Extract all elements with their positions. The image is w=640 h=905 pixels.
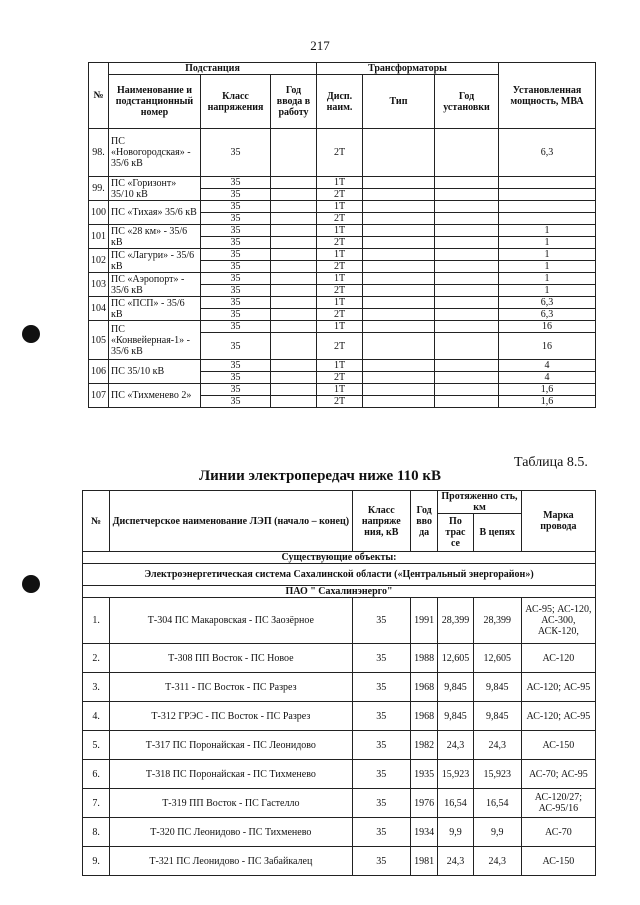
dispatch-name: 1Т [317, 384, 363, 396]
voltage-class: 35 [201, 309, 271, 321]
row-number: 7. [83, 789, 110, 818]
install-year-cell [435, 297, 499, 309]
type-cell [363, 177, 435, 189]
table-row [89, 297, 596, 309]
table-row [89, 225, 596, 237]
type-cell [363, 285, 435, 297]
commission-year: 1982 [411, 731, 438, 760]
type-cell [363, 372, 435, 384]
voltage-class: 35 [201, 189, 271, 201]
installed-power: 1 [499, 237, 596, 249]
type-cell [363, 360, 435, 372]
header-substation: Подстанция [109, 63, 317, 75]
length-route: 9,9 [438, 818, 474, 847]
dispatch-name: 2Т [317, 213, 363, 225]
commission-year: 1988 [411, 644, 438, 673]
header-tyear: Год установки [435, 75, 499, 129]
row-number: 98. [89, 129, 109, 177]
voltage-class: 35 [201, 177, 271, 189]
installed-power: 1 [499, 285, 596, 297]
length-chains: 24,3 [473, 731, 521, 760]
header-route: По трас се [438, 514, 474, 552]
section-title: Существующие объекты: [83, 552, 596, 564]
line-name: Т-321 ПС Леонидово - ПС Забайкалец [110, 847, 352, 876]
row-number: 8. [83, 818, 110, 847]
dispatch-name: 1Т [317, 273, 363, 285]
year-cell [271, 285, 317, 297]
installed-power [499, 213, 596, 225]
length-chains: 16,54 [473, 789, 521, 818]
line-name: Т-304 ПС Макаровская - ПС Заозёрное [110, 598, 352, 644]
type-cell [363, 273, 435, 285]
type-cell [363, 321, 435, 333]
year-cell [271, 213, 317, 225]
voltage-class: 35 [201, 384, 271, 396]
voltage-class: 35 [201, 237, 271, 249]
voltage-class: 35 [352, 598, 411, 644]
voltage-class: 35 [352, 673, 411, 702]
installed-power: 1 [499, 225, 596, 237]
install-year-cell [435, 273, 499, 285]
row-number: 107 [89, 384, 109, 408]
voltage-class: 35 [201, 273, 271, 285]
dispatch-name: 1Т [317, 297, 363, 309]
dispatch-name: 1Т [317, 249, 363, 261]
dispatch-name: 1Т [317, 321, 363, 333]
type-cell [363, 384, 435, 396]
section-row [83, 552, 596, 564]
length-route: 24,3 [438, 731, 474, 760]
header-disp: Дисп. наим. [317, 75, 363, 129]
install-year-cell [435, 177, 499, 189]
year-cell [271, 333, 317, 360]
voltage-class: 35 [352, 789, 411, 818]
line-name: Т-317 ПС Поронайская - ПС Леонидово [110, 731, 352, 760]
length-chains: 9,9 [473, 818, 521, 847]
install-year-cell [435, 285, 499, 297]
row-number: 106 [89, 360, 109, 384]
installed-power: 1,6 [499, 384, 596, 396]
wire-brand: АС-70 [521, 818, 595, 847]
dispatch-name: 2Т [317, 129, 363, 177]
installed-power: 1 [499, 249, 596, 261]
header-wire: Марка провода [521, 491, 595, 552]
voltage-class: 35 [201, 285, 271, 297]
dispatch-name: 2Т [317, 372, 363, 384]
commission-year: 1934 [411, 818, 438, 847]
length-chains: 9,845 [473, 673, 521, 702]
installed-power: 1 [499, 261, 596, 273]
commission-year: 1968 [411, 702, 438, 731]
voltage-class: 35 [201, 321, 271, 333]
table-row [89, 177, 596, 189]
length-route: 12,605 [438, 644, 474, 673]
table-title: Линии электропередач ниже 110 кВ [198, 468, 442, 484]
header-type: Тип [363, 75, 435, 129]
row-number: 103 [89, 273, 109, 297]
length-route: 9,845 [438, 702, 474, 731]
line-name: Т-320 ПС Леонидово - ПС Тихменево [110, 818, 352, 847]
dispatch-name: 2Т [317, 237, 363, 249]
section-title: ПАО " Сахалинэнерго" [83, 586, 596, 598]
header-class: Класс напряже ния, кВ [352, 491, 411, 552]
voltage-class: 35 [201, 129, 271, 177]
installed-power [499, 189, 596, 201]
year-cell [271, 384, 317, 396]
installed-power: 6,3 [499, 297, 596, 309]
line-name: Т-311 - ПС Восток - ПС Разрез [110, 673, 352, 702]
table-row [89, 321, 596, 333]
commission-year: 1981 [411, 847, 438, 876]
voltage-class: 35 [201, 333, 271, 360]
header-num: № [89, 63, 109, 129]
voltage-class: 35 [352, 731, 411, 760]
dispatch-name: 2Т [317, 261, 363, 273]
installed-power: 16 [499, 333, 596, 360]
wire-brand: АС-120; АС-95 [521, 673, 595, 702]
dispatch-name: 1Т [317, 177, 363, 189]
installed-power: 4 [499, 372, 596, 384]
installed-power [499, 201, 596, 213]
commission-year: 1976 [411, 789, 438, 818]
install-year-cell [435, 309, 499, 321]
table-row [83, 760, 596, 789]
year-cell [271, 237, 317, 249]
length-chains: 9,845 [473, 702, 521, 731]
year-cell [271, 309, 317, 321]
install-year-cell [435, 384, 499, 396]
voltage-class: 35 [352, 847, 411, 876]
year-cell [271, 273, 317, 285]
installed-power: 1,6 [499, 396, 596, 408]
year-cell [271, 177, 317, 189]
row-number: 100 [89, 201, 109, 225]
dispatch-name: 2Т [317, 309, 363, 321]
dispatch-name: 2Т [317, 189, 363, 201]
wire-brand: АС-120; АС-95 [521, 702, 595, 731]
substation-name: ПС «Конвейерная-1» - 35/6 кВ [109, 321, 201, 360]
dispatch-name: 1Т [317, 225, 363, 237]
commission-year: 1968 [411, 673, 438, 702]
type-cell [363, 189, 435, 201]
table-row [89, 201, 596, 213]
install-year-cell [435, 333, 499, 360]
line-name: Т-318 ПС Поронайская - ПС Тихменево [110, 760, 352, 789]
row-number: 1. [83, 598, 110, 644]
row-number: 2. [83, 644, 110, 673]
substation-name: ПС «Горизонт» 35/10 кВ [109, 177, 201, 201]
type-cell [363, 201, 435, 213]
commission-year: 1991 [411, 598, 438, 644]
line-name: Т-312 ГРЭС - ПС Восток - ПС Разрез [110, 702, 352, 731]
wire-brand: АС-120 [521, 644, 595, 673]
table-row [83, 702, 596, 731]
table-row [83, 673, 596, 702]
header-year: Год ввода в работу [271, 75, 317, 129]
table-row [83, 731, 596, 760]
voltage-class: 35 [352, 702, 411, 731]
type-cell [363, 261, 435, 273]
length-route: 28,399 [438, 598, 474, 644]
header-name: Наименование и подстанционный номер [109, 75, 201, 129]
wire-brand: АС-150 [521, 731, 595, 760]
wire-brand: АС-120/27; АС-95/16 [521, 789, 595, 818]
header-class: Класс напряжения [201, 75, 271, 129]
table-row [89, 360, 596, 372]
power-lines-table [82, 490, 596, 876]
length-chains: 24,3 [473, 847, 521, 876]
voltage-class: 35 [201, 372, 271, 384]
voltage-class: 35 [201, 225, 271, 237]
length-chains: 15,923 [473, 760, 521, 789]
voltage-class: 35 [352, 818, 411, 847]
type-cell [363, 225, 435, 237]
year-cell [271, 129, 317, 177]
dispatch-name: 2Т [317, 333, 363, 360]
voltage-class: 35 [201, 249, 271, 261]
year-cell [271, 249, 317, 261]
voltage-class: 35 [201, 396, 271, 408]
year-cell [271, 189, 317, 201]
year-cell [271, 297, 317, 309]
installed-power: 6,3 [499, 309, 596, 321]
substation-name: ПС 35/10 кВ [109, 360, 201, 384]
substation-name: ПС «Аэропорт» - 35/6 кВ [109, 273, 201, 297]
dispatch-name: 1Т [317, 360, 363, 372]
install-year-cell [435, 261, 499, 273]
row-number: 5. [83, 731, 110, 760]
table-row [89, 129, 596, 177]
header-chains: В цепях [473, 514, 521, 552]
page-number: 217 [310, 38, 330, 53]
install-year-cell [435, 396, 499, 408]
table-row [83, 789, 596, 818]
type-cell [363, 129, 435, 177]
type-cell [363, 333, 435, 360]
header-num: № [83, 491, 110, 552]
row-number: 99. [89, 177, 109, 201]
length-route: 24,3 [438, 847, 474, 876]
installed-power [499, 177, 596, 189]
voltage-class: 35 [201, 201, 271, 213]
wire-brand: АС-150 [521, 847, 595, 876]
table-row [89, 384, 596, 396]
substation-name: ПС «ПСП» - 35/6 кВ [109, 297, 201, 321]
install-year-cell [435, 360, 499, 372]
length-chains: 12,605 [473, 644, 521, 673]
row-number: 4. [83, 702, 110, 731]
install-year-cell [435, 213, 499, 225]
year-cell [271, 396, 317, 408]
wire-brand: АС-70; АС-95 [521, 760, 595, 789]
header-length: Протяженно сть, км [438, 491, 522, 514]
table-row [83, 847, 596, 876]
row-number: 101 [89, 225, 109, 249]
install-year-cell [435, 201, 499, 213]
length-chains: 28,399 [473, 598, 521, 644]
voltage-class: 35 [352, 760, 411, 789]
commission-year: 1935 [411, 760, 438, 789]
length-route: 16,54 [438, 789, 474, 818]
binder-hole-top [22, 325, 40, 343]
voltage-class: 35 [201, 360, 271, 372]
table-row [83, 644, 596, 673]
binder-hole-bottom [22, 575, 40, 593]
table-row [83, 598, 596, 644]
dispatch-name: 2Т [317, 285, 363, 297]
dispatch-name: 2Т [317, 396, 363, 408]
section-row [83, 564, 596, 586]
header-transformers: Трансформаторы [317, 63, 499, 75]
year-cell [271, 225, 317, 237]
year-cell [271, 201, 317, 213]
dispatch-name: 1Т [317, 201, 363, 213]
voltage-class: 35 [201, 261, 271, 273]
row-number: 6. [83, 760, 110, 789]
table-row [83, 818, 596, 847]
row-number: 9. [83, 847, 110, 876]
section-row [83, 586, 596, 598]
install-year-cell [435, 237, 499, 249]
type-cell [363, 249, 435, 261]
substation-name: ПС «28 км» - 35/6 кВ [109, 225, 201, 249]
substation-name: ПС «Тихменево 2» [109, 384, 201, 408]
type-cell [363, 237, 435, 249]
voltage-class: 35 [201, 297, 271, 309]
type-cell [363, 213, 435, 225]
year-cell [271, 261, 317, 273]
table-caption: Таблица 8.5. [514, 455, 588, 470]
installed-power: 4 [499, 360, 596, 372]
row-number: 102 [89, 249, 109, 273]
year-cell [271, 372, 317, 384]
wire-brand: АС-95; АС-120, АС-300, АСК-120, [521, 598, 595, 644]
year-cell [271, 360, 317, 372]
header-power: Установленная мощность, МВА [499, 63, 596, 129]
type-cell [363, 396, 435, 408]
row-number: 104 [89, 297, 109, 321]
installed-power: 6,3 [499, 129, 596, 177]
install-year-cell [435, 129, 499, 177]
length-route: 9,845 [438, 673, 474, 702]
line-name: Т-308 ПП Восток - ПС Новое [110, 644, 352, 673]
length-route: 15,923 [438, 760, 474, 789]
installed-power: 16 [499, 321, 596, 333]
substations-table [88, 62, 596, 408]
install-year-cell [435, 249, 499, 261]
year-cell [271, 321, 317, 333]
table-row [89, 273, 596, 285]
type-cell [363, 309, 435, 321]
header-year: Год вво да [411, 491, 438, 552]
row-number: 3. [83, 673, 110, 702]
substation-name: ПС «Тихая» 35/6 кВ [109, 201, 201, 225]
row-number: 105 [89, 321, 109, 360]
substation-name: ПС «Лагури» - 35/6 кВ [109, 249, 201, 273]
table-row [89, 249, 596, 261]
installed-power: 1 [499, 273, 596, 285]
line-name: Т-319 ПП Восток - ПС Гастелло [110, 789, 352, 818]
header-name: Диспетчерское наименование ЛЭП (начало – конец) [110, 491, 352, 552]
install-year-cell [435, 321, 499, 333]
install-year-cell [435, 225, 499, 237]
substation-name: ПС «Новогородская» - 35/6 кВ [109, 129, 201, 177]
install-year-cell [435, 372, 499, 384]
type-cell [363, 297, 435, 309]
section-title: Электроэнергетическая система Сахалинской области («Центральный энергорайон») [83, 564, 596, 586]
install-year-cell [435, 189, 499, 201]
voltage-class: 35 [201, 213, 271, 225]
voltage-class: 35 [352, 644, 411, 673]
